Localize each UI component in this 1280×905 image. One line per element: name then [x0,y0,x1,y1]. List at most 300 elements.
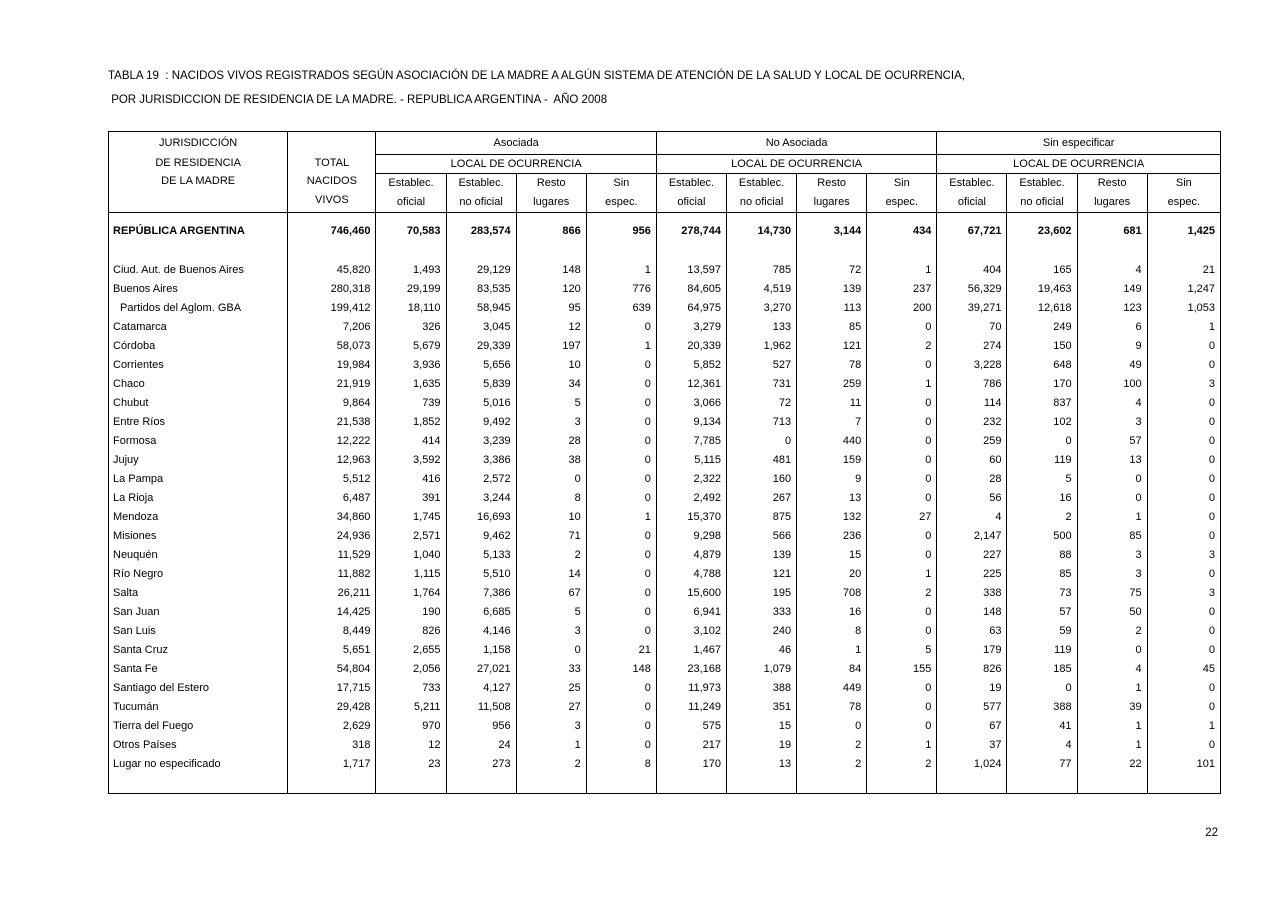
jurisdiction-cell: Otros Países [113,739,177,751]
table-row [109,527,1221,546]
value-cell: 85 [797,318,867,337]
jurisdiction-cell: Santa Cruz [113,644,169,656]
value-cell: 9,134 [656,413,726,432]
value-cell: 217 [656,736,726,755]
jurisdiction-cell: Santa Fe [113,663,158,675]
jurisdiction-cell: Tierra del Fuego [113,720,194,732]
table-row [109,679,1221,698]
jurisdiction-cell: Ciud. Aut. de Buenos Aires [113,264,244,276]
value-cell: 11,973 [656,679,726,698]
value-cell: 170 [1007,375,1077,394]
value-cell: 2 [516,755,586,794]
jurisdiction-cell: Neuquén [113,549,158,561]
value-cell: 333 [727,603,797,622]
table-row [109,432,1221,451]
value-cell: 58,945 [446,299,516,318]
value-cell: 274 [937,337,1007,356]
value-cell: 16 [797,603,867,622]
value-cell: 132 [797,508,867,527]
value-cell: 0 [586,432,656,451]
value-cell: 9,864 [288,394,376,413]
value-cell: 566 [727,527,797,546]
value-cell: 60 [937,451,1007,470]
value-cell: 45,820 [288,241,376,280]
group-header-no-asociada: No Asociada [656,132,936,155]
value-cell: 12 [516,318,586,337]
value-cell: 24,936 [288,527,376,546]
value-cell: 0 [1147,565,1220,584]
value-cell: 6,685 [446,603,516,622]
value-cell: 1,040 [376,546,446,565]
value-cell: 2,147 [937,527,1007,546]
value-cell: 67 [516,584,586,603]
value-cell: 227 [937,546,1007,565]
value-cell: 956 [586,213,656,242]
jurisdiction-cell: Jujuy [113,454,139,466]
value-cell: 0 [867,489,937,508]
value-cell: 1 [586,508,656,527]
value-cell: 0 [867,432,937,451]
value-cell: 3,244 [446,489,516,508]
value-cell: 1 [1077,679,1147,698]
value-cell: 185 [1007,660,1077,679]
value-cell: 71 [516,527,586,546]
value-cell: 3 [516,413,586,432]
value-cell: 190 [376,603,446,622]
value-cell: 267 [727,489,797,508]
value-cell: 59 [1007,622,1077,641]
value-cell: 404 [937,241,1007,280]
value-cell: 19,984 [288,356,376,375]
value-cell: 0 [867,356,937,375]
value-cell: 54,804 [288,660,376,679]
value-cell: 1 [867,241,937,280]
value-cell: 0 [1147,451,1220,470]
value-cell: 23,168 [656,660,726,679]
value-cell: 0 [867,470,937,489]
value-cell: 837 [1007,394,1077,413]
value-cell: 414 [376,432,446,451]
table-title-line1: TABLA 19 : NACIDOS VIVOS REGISTRADOS SEGÚN ASOCIACIÓN DE LA MADRE A ALGÚN SISTEMA DE ATENCIÓN DE LA SALUD Y LOCAL DE OCURRENCIA, [108,70,965,82]
value-cell: 0 [1147,698,1220,717]
value-cell: 0 [586,603,656,622]
value-cell: 70 [937,318,1007,337]
value-cell: 8,449 [288,622,376,641]
jurisdiction-cell: Entre Ríos [113,416,165,428]
value-cell: 88 [1007,546,1077,565]
value-cell: 4 [937,508,1007,527]
value-cell: 0 [586,318,656,337]
jurisdiction-cell: Formosa [113,435,157,447]
value-cell: 7,785 [656,432,726,451]
value-cell: 28 [516,432,586,451]
value-cell: 0 [586,546,656,565]
value-cell: 0 [586,565,656,584]
value-cell: 318 [288,736,376,755]
value-cell: 16,693 [446,508,516,527]
value-cell: 8 [797,622,867,641]
value-cell: 21,538 [288,413,376,432]
value-cell: 1,635 [376,375,446,394]
value-cell: 9,492 [446,413,516,432]
value-cell: 0 [867,622,937,641]
value-cell: 6 [1077,318,1147,337]
group-header-asociada: Asociada [376,132,656,155]
value-cell: 225 [937,565,1007,584]
value-cell: 3,102 [656,622,726,641]
value-cell: 119 [1007,641,1077,660]
value-cell: 13 [727,755,797,794]
value-cell: 1 [1147,318,1220,337]
value-cell: 72 [727,394,797,413]
value-cell: 5,679 [376,337,446,356]
value-cell: 326 [376,318,446,337]
value-cell: 3 [1147,584,1220,603]
value-cell: 338 [937,584,1007,603]
value-cell: 391 [376,489,446,508]
value-cell: 826 [937,660,1007,679]
value-cell: 0 [1147,527,1220,546]
value-cell: 1,764 [376,584,446,603]
value-cell: 24 [446,736,516,755]
value-cell: 746,460 [288,213,376,242]
value-cell: 14,425 [288,603,376,622]
jurisdiction-cell: Mendoza [113,511,159,523]
column-header: Establec. no oficial [1007,174,1077,213]
value-cell: 67,721 [937,213,1007,242]
value-cell: 3 [1077,565,1147,584]
value-cell: 1 [867,565,937,584]
jurisdiction-cell: Misiones [113,530,157,542]
table-row [109,451,1221,470]
jurisdiction-cell: Lugar no especificado [113,758,221,770]
value-cell: 2,322 [656,470,726,489]
value-cell: 3,045 [446,318,516,337]
value-cell: 5 [516,394,586,413]
value-cell: 1 [516,736,586,755]
value-cell: 776 [586,280,656,299]
table-row [109,698,1221,717]
value-cell: 10 [516,356,586,375]
table-row [109,375,1221,394]
value-cell: 1 [586,241,656,280]
value-cell: 20 [797,565,867,584]
value-cell: 29,339 [446,337,516,356]
value-cell: 708 [797,584,867,603]
value-cell: 3,386 [446,451,516,470]
value-cell: 11 [797,394,867,413]
value-cell: 0 [867,679,937,698]
value-cell: 0 [867,717,937,736]
value-cell: 0 [727,432,797,451]
value-cell: 4,127 [446,679,516,698]
value-cell: 123 [1077,299,1147,318]
spacer [288,132,375,154]
value-cell: 416 [376,470,446,489]
value-cell: 18,110 [376,299,446,318]
value-cell: 21 [586,641,656,660]
value-cell: 2,572 [446,470,516,489]
value-cell: 13 [1077,451,1147,470]
value-cell: 1,425 [1147,213,1220,242]
value-cell: 139 [727,546,797,565]
table-row [109,660,1221,679]
value-cell: 7,206 [288,318,376,337]
value-cell: 58,073 [288,337,376,356]
value-cell: 639 [586,299,656,318]
value-cell: 2,629 [288,717,376,736]
value-cell: 1 [1077,717,1147,736]
value-cell: 12,618 [1007,299,1077,318]
value-cell: 0 [867,413,937,432]
value-cell: 5 [516,603,586,622]
value-cell: 67 [937,717,1007,736]
table-row [109,413,1221,432]
value-cell: 648 [1007,356,1077,375]
value-cell: 11,882 [288,565,376,584]
data-table [108,131,1221,794]
value-cell: 0 [1147,508,1220,527]
value-cell: 0 [797,717,867,736]
value-cell: 159 [797,451,867,470]
value-cell: 2,056 [376,660,446,679]
value-cell: 0 [867,394,937,413]
value-cell: 4 [1077,241,1147,280]
value-cell: 4 [1077,394,1147,413]
value-cell: 23 [376,755,446,794]
value-cell: 4,146 [446,622,516,641]
value-cell: 12,222 [288,432,376,451]
value-cell: 0 [1077,641,1147,660]
value-cell: 237 [867,280,937,299]
column-header: Establec. oficial [376,174,446,213]
value-cell: 1,493 [376,241,446,280]
value-cell: 27 [867,508,937,527]
value-cell: 1 [1147,717,1220,736]
value-cell: 29,199 [376,280,446,299]
value-cell: 37 [937,736,1007,755]
table-row [109,213,1221,242]
value-cell: 1,717 [288,755,376,794]
value-cell: 0 [586,698,656,717]
value-cell: 0 [867,527,937,546]
column-header: Resto lugares [797,174,867,213]
value-cell: 5,115 [656,451,726,470]
value-cell: 2,571 [376,527,446,546]
value-cell: 0 [586,622,656,641]
value-cell: 236 [797,527,867,546]
value-cell: 121 [727,565,797,584]
value-cell: 9 [1077,337,1147,356]
value-cell: 0 [586,527,656,546]
value-cell: 15 [797,546,867,565]
value-cell: 278,744 [656,213,726,242]
value-cell: 13 [797,489,867,508]
value-cell: 388 [727,679,797,698]
value-cell: 15 [727,717,797,736]
value-cell: 0 [1147,679,1220,698]
value-cell: 4,879 [656,546,726,565]
jurisdiction-cell: Córdoba [113,340,156,352]
value-cell: 0 [586,413,656,432]
value-cell: 577 [937,698,1007,717]
value-cell: 434 [867,213,937,242]
value-cell: 283,574 [446,213,516,242]
value-cell: 46 [727,641,797,660]
value-cell: 3 [516,622,586,641]
value-cell: 57 [1077,432,1147,451]
value-cell: 0 [586,394,656,413]
value-cell: 2 [867,337,937,356]
value-cell: 15,600 [656,584,726,603]
value-cell: 1 [586,337,656,356]
value-cell: 6,487 [288,489,376,508]
value-cell: 3 [1077,546,1147,565]
value-cell: 148 [937,603,1007,622]
value-cell: 56,329 [937,280,1007,299]
value-cell: 84 [797,660,867,679]
table-body [109,213,1221,794]
value-cell: 9,298 [656,527,726,546]
value-cell: 3,066 [656,394,726,413]
value-cell: 5 [1007,470,1077,489]
value-cell: 1 [1077,508,1147,527]
value-cell: 739 [376,394,446,413]
value-cell: 733 [376,679,446,698]
value-cell: 101 [1147,755,1220,794]
value-cell: 0 [1147,432,1220,451]
value-cell: 179 [937,641,1007,660]
value-cell: 3,270 [727,299,797,318]
column-header: Resto lugares [1077,174,1147,213]
value-cell: 1 [1077,736,1147,755]
value-cell: 5,133 [446,546,516,565]
value-cell: 10 [516,508,586,527]
value-cell: 12,963 [288,451,376,470]
value-cell: 195 [727,584,797,603]
value-cell: 0 [586,375,656,394]
value-cell: 15,370 [656,508,726,527]
value-cell: 0 [867,546,937,565]
value-cell: 155 [867,660,937,679]
value-cell: 78 [797,698,867,717]
value-cell: 39,271 [937,299,1007,318]
value-cell: 1,079 [727,660,797,679]
value-cell: 25 [516,679,586,698]
value-cell: 0 [867,698,937,717]
value-cell: 160 [727,470,797,489]
value-cell: 240 [727,622,797,641]
value-cell: 6,941 [656,603,726,622]
value-cell: 11,249 [656,698,726,717]
value-cell: 9,462 [446,527,516,546]
table-row [109,356,1221,375]
value-cell: 2,655 [376,641,446,660]
value-cell: 197 [516,337,586,356]
value-cell: 3 [1147,375,1220,394]
value-cell: 0 [1147,489,1220,508]
page-content [108,64,1221,794]
value-cell: 866 [516,213,586,242]
table-row [109,299,1221,318]
value-cell: 56 [937,489,1007,508]
value-cell: 3 [1147,546,1220,565]
value-cell: 77 [1007,755,1077,794]
value-cell: 148 [516,241,586,280]
value-cell: 0 [516,641,586,660]
value-cell: 2 [867,755,937,794]
subheader-local-ocurrencia-1: LOCAL DE OCURRENCIA [376,155,656,174]
value-cell: 875 [727,508,797,527]
value-cell: 75 [1077,584,1147,603]
value-cell: 0 [1147,413,1220,432]
value-cell: 440 [797,432,867,451]
value-cell: 8 [516,489,586,508]
table-row [109,717,1221,736]
column-header: Establec. no oficial [727,174,797,213]
value-cell: 785 [727,241,797,280]
value-cell: 527 [727,356,797,375]
column-header: Sin espec. [867,174,937,213]
value-cell: 0 [1147,622,1220,641]
value-cell: 259 [797,375,867,394]
value-cell: 7 [797,413,867,432]
value-cell: 0 [867,451,937,470]
value-cell: 121 [797,337,867,356]
value-cell: 70,583 [376,213,446,242]
jurisdiction-cell: REPÚBLICA ARGENTINA [113,225,245,237]
value-cell: 170 [656,755,726,794]
value-cell: 5,852 [656,356,726,375]
value-cell: 27 [516,698,586,717]
value-cell: 0 [586,584,656,603]
jurisdiction-cell: Chaco [113,378,145,390]
value-cell: 0 [586,451,656,470]
group-header-sin-especificar: Sin especificar [937,132,1221,155]
value-cell: 5,510 [446,565,516,584]
subheader-local-ocurrencia-2: LOCAL DE OCURRENCIA [656,155,936,174]
value-cell: 5,512 [288,470,376,489]
value-cell: 3,228 [937,356,1007,375]
value-cell: 120 [516,280,586,299]
value-cell: 19 [727,736,797,755]
subheader-local-ocurrencia-3: LOCAL DE OCURRENCIA [937,155,1221,174]
value-cell: 73 [1007,584,1077,603]
value-cell: 786 [937,375,1007,394]
table-row [109,603,1221,622]
value-cell: 28 [937,470,1007,489]
table-header [109,132,1221,213]
value-cell: 259 [937,432,1007,451]
value-cell: 1,024 [937,755,1007,794]
value-cell: 7,386 [446,584,516,603]
value-cell: 232 [937,413,1007,432]
value-cell: 41 [1007,717,1077,736]
jurisdiction-cell: San Juan [113,606,160,618]
value-cell: 0 [586,736,656,755]
jurisdiction-cell: Río Negro [113,568,164,580]
value-cell: 5,656 [446,356,516,375]
value-cell: 119 [1007,451,1077,470]
value-cell: 1 [797,641,867,660]
column-header: Establec. oficial [937,174,1007,213]
value-cell: 34 [516,375,586,394]
table-row [109,641,1221,660]
value-cell: 1,247 [1147,280,1220,299]
page-number: 22 [1205,827,1218,839]
jurisdiction-cell: Salta [113,587,139,599]
table-row [109,736,1221,755]
